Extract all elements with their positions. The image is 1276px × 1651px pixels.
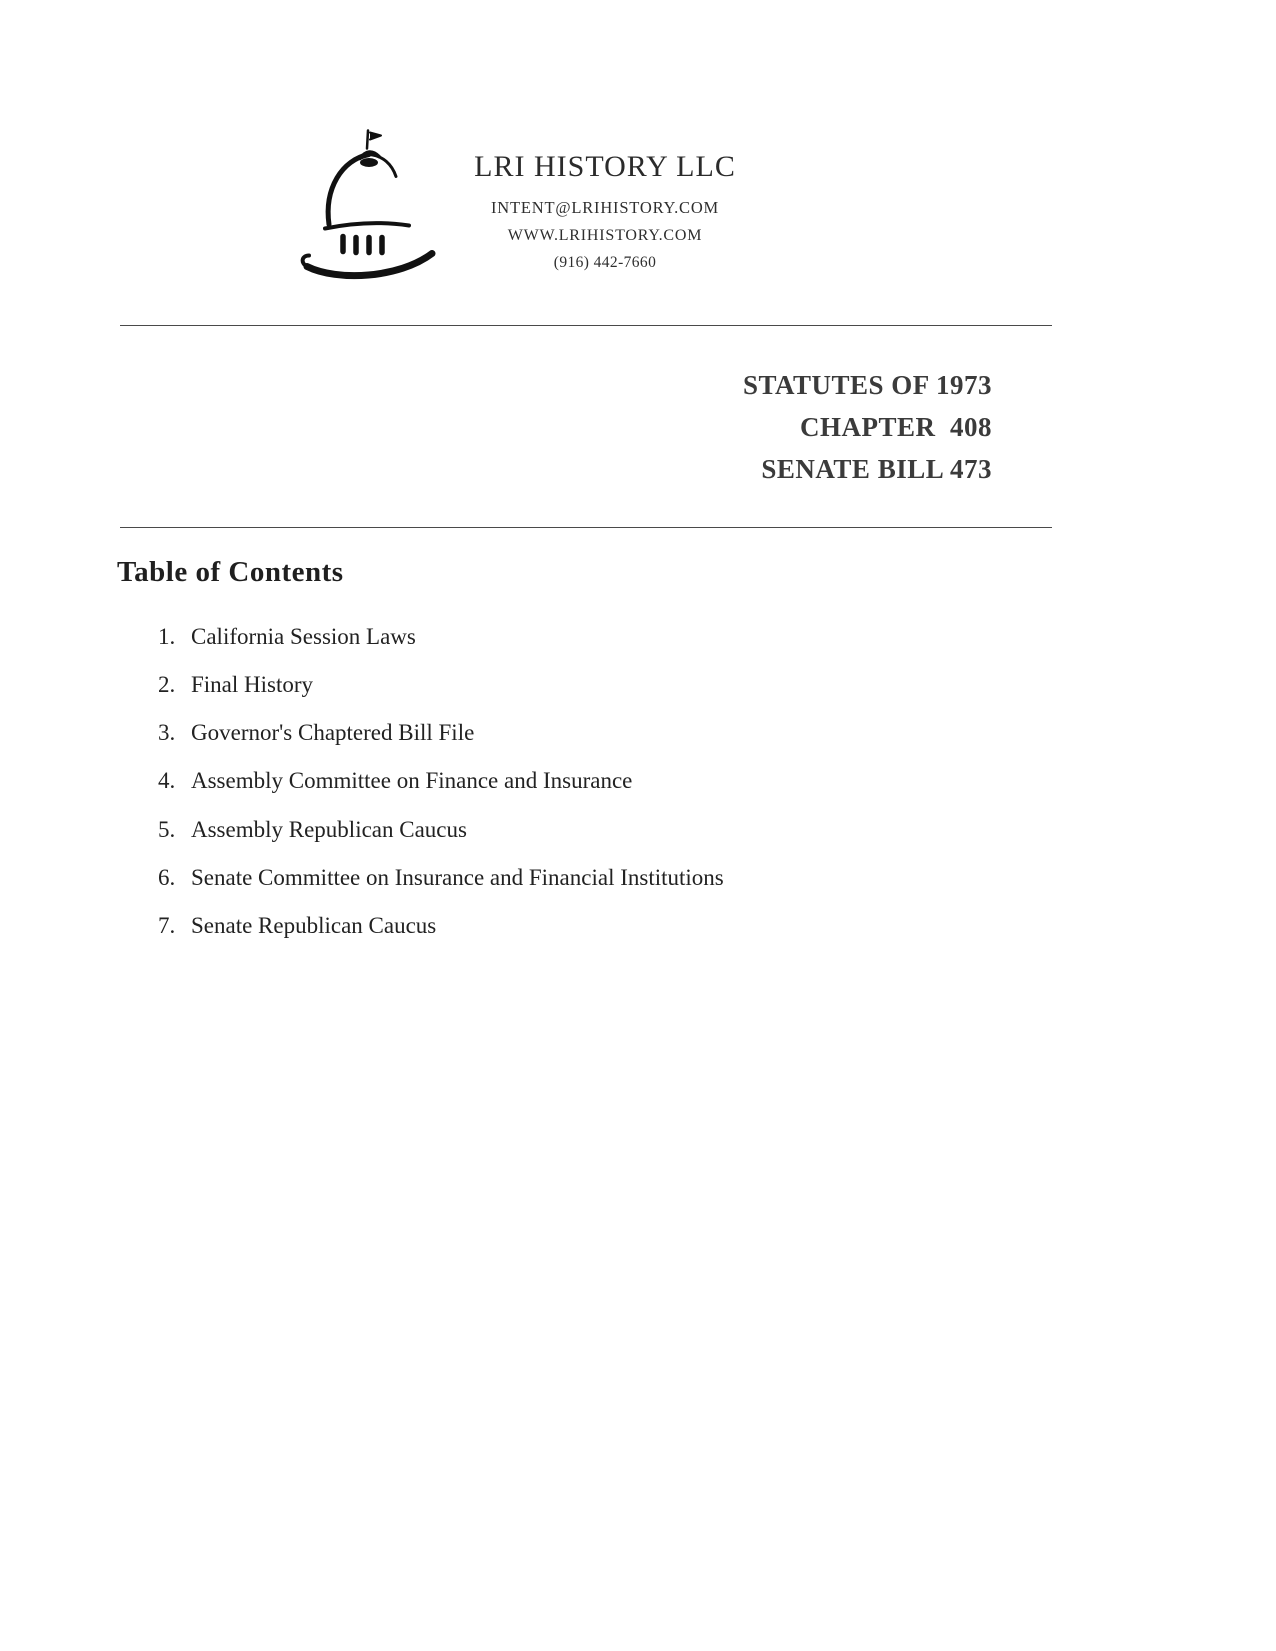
toc-item: 5. Assembly Republican Caucus: [181, 818, 1117, 842]
toc-item: 1. California Session Laws: [181, 625, 1117, 649]
toc-heading: Table of Contents: [117, 556, 344, 588]
company-logo: [295, 122, 445, 287]
toc-item: 3. Governor's Chaptered Bill File: [181, 721, 1117, 745]
table-of-contents: [117, 556, 1117, 962]
divider-top: [120, 325, 1052, 326]
statutes-title-block: [743, 364, 992, 490]
toc-item: 2. Final History: [181, 673, 1117, 697]
company-website: WWW.LRIHISTORY.COM: [507, 227, 703, 244]
company-name: LRI HISTORY LLC: [474, 150, 736, 183]
divider-bottom: [120, 527, 1052, 528]
toc-item: 6. Senate Committee on Insurance and Financial Institutions: [181, 866, 1117, 890]
capitol-dome-icon: [295, 274, 445, 291]
letterhead: [430, 150, 780, 272]
toc-item: 4. Assembly Committee on Finance and Insurance: [181, 769, 1117, 793]
toc-list: [117, 625, 1117, 938]
senate-bill-line: SENATE BILL 473: [761, 454, 992, 484]
toc-item: 7. Senate Republican Caucus: [181, 914, 1117, 938]
company-email: INTENT@LRIHISTORY.COM: [490, 198, 720, 217]
company-phone: (916) 442-7660: [553, 254, 657, 271]
statutes-line: STATUTES OF 1973: [742, 370, 992, 400]
chapter-line: CHAPTER 408: [799, 412, 992, 442]
